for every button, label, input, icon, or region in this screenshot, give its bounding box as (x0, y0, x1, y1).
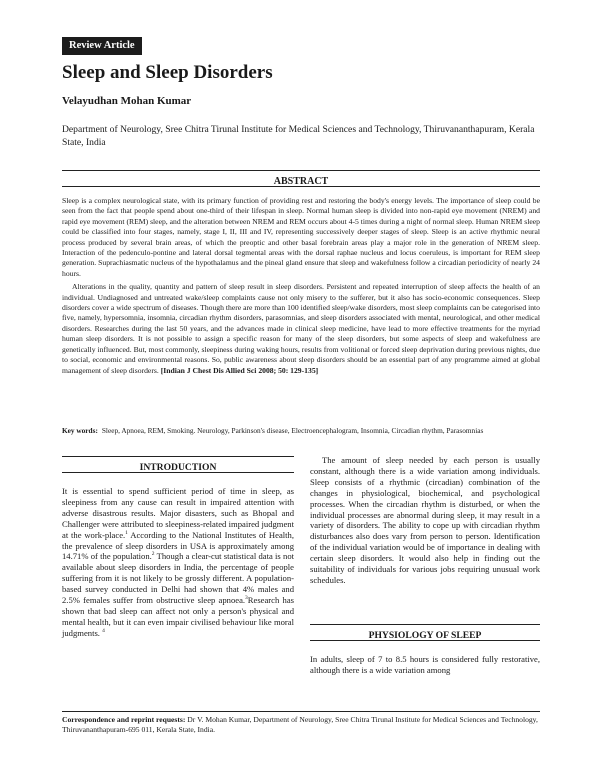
introduction-body (62, 486, 294, 639)
reference-4: 4 (102, 627, 105, 634)
right-column-paragraph: The amount of sleep needed by each person is usually constant, although there is a wide variation among individuals. Sleep consists of a rhythmic (circadian) combination of the changes in physiological, biochemical, and psychological processes. When the circadian rhythm is disturbed, or when the individual processes are abnormal during sleep, it may result in a variety of disorders. The ability to cope up with circadian rhythm disturbances also does vary from person to person. Identification of the individual variation would be of importance in dealing with certain sleep disorders. It would also help in finding out the suitability of individuals for various jobs requiring unusual work schedules. (310, 455, 540, 585)
intro-text-b: According to the National Institutes of Health, the prevalence of sleep disorders in USA is approximately among 14.71% of the population. (62, 529, 294, 562)
physiology-heading-box (310, 624, 540, 641)
correspondence-note (62, 715, 540, 736)
abstract-paragraph-2-text: Alterations in the quality, quantity and pattern of sleep result in sleep disorders. Persistent and repeated interruption of sleep affects the health of an individual. Undiagnosed and untreated wake/sleep complaints cause not only misery to the sufferer, but it also has socio-economic consequences. Sleep disorders cover a wide spectrum of diseases. Though there are more than 100 identified sleep/wake disorders, most sleep complaints can be categorised into five, namely, hypersomnia, insomnia, circadian rhythm disorders, parasomnias, and sleep disorders associated with mental, neurological, and other medical disorders. Researches during the last 50 years, and the advances made in clinical sleep medicine, have lead to more effective treatments for the myriad human sleep disorders. It is not possible to assign a specific reason for many of the sleep disorders, but some aspects of sleep and wakefulness are genetically influenced. But, most commonly, sleepiness during waking hours, results from volitional or forced sleep deprivation during previous nights, due to social, economic and environmental reasons. So, public awareness about sleep disorders should be an essential part of any programme aimed at global management of sleep disorders. (62, 282, 540, 375)
abstract-paragraph-1: Sleep is a complex neurological state, with its primary function of providing rest and restoring the body's energy levels. The importance of sleep could be seen from the fact that people spend about one-third of their lifespan in sleep. Normal human sleep is divided into non-rapid eye movement (NREM) and rapid eye movement (REM) sleep, and the alteration between NREM and REM occurs about 4-5 times during a night of normal sleep. Human NREM sleep could be classified into four stages, namely, stage I, II, III and IV, representing successively deeper stages of sleep. Sleep is an active rhythmic neural process produced by several brain areas, of which the preoptic and other basal forebrain areas play a major role in the generation of NREM sleep. Interaction of the pedenculo-pontine and lateral dorsal tegmental areas with the dorsal raphae nucleus and locus coeruleus, is important for REM sleep generation. Suprachiasmatic nucleus of the hypothalamus and the pineal gland ensure that sleep and wakefulness follow a circadian periodicity of nearly 24 hours. (62, 196, 540, 278)
correspondence-label: Correspondence and reprint requests: (62, 715, 186, 724)
footer-divider (62, 711, 540, 712)
author-name: Velayudhan Mohan Kumar (62, 95, 192, 107)
introduction-heading-box (62, 456, 294, 473)
intro-text-a: It is essential to spend sufficient period of time in sleep, as sleepiness from any cause can result in impaired attention with adverse disastrous results. Major disasters, such as Bhopal and Challenger were attributed to sleepiness-related impaired judgment at the work-place. (62, 486, 294, 540)
reference-3: 3 (245, 595, 248, 602)
author-affiliation: Department of Neurology, Sree Chitra Tirunal Institute for Medical Sciences and Technology, Thiruvananthapuram, Kerala State, India (62, 124, 535, 148)
reference-1: 1 (125, 529, 128, 536)
journal-citation: [Indian J Chest Dis Allied Sci 2008; 50: 129-135] (160, 365, 319, 375)
physiology-paragraph: In adults, sleep of 7 to 8.5 hours is considered fully restorative, although there is a wide variation among (310, 654, 540, 675)
article-title: Sleep and Sleep Disorders (62, 62, 273, 83)
physiology-body (310, 654, 540, 676)
right-column-body (310, 455, 540, 586)
intro-text-c: Though a clear-cut statistical data is not available about sleep disorders in India, the percentage of people suffering from it is not likely to be grossly different. A population-based survey conducted in Delhi had shown that 4% males and 2.5% females suffer from obstructive sleep apnoea. (62, 551, 294, 606)
reference-2: 2 (151, 551, 155, 558)
keywords-label: Key words: (62, 426, 98, 435)
keywords-list: Sleep, Apnoea, REM, Smoking. Neurology, Parkinson's disease, Electroencephalogram, Insomnia, Circadian rhythm, Parasomnias (101, 426, 484, 435)
abstract-paragraph-2 (62, 282, 540, 376)
correspondence-text: Dr V. Mohan Kumar, Department of Neurology, Sree Chitra Tirunal Institute for Medical Sciences and Technology, Thiruvananthapuram-695 011, Kerala State, India. (62, 715, 538, 735)
keywords (62, 426, 540, 436)
introduction-heading: INTRODUCTION (139, 462, 217, 473)
article-type-badge: Review Article (62, 37, 142, 55)
abstract-heading-box (62, 170, 540, 187)
intro-text-d: Research has shown that bad sleep can affect not only a person's physical and mental health, but it can even impair civilised behaviour like moral judgments. (62, 595, 294, 638)
abstract-body (62, 196, 540, 379)
introduction-paragraph (62, 486, 294, 639)
physiology-heading: PHYSIOLOGY OF SLEEP (368, 630, 482, 641)
abstract-heading: ABSTRACT (273, 176, 329, 187)
